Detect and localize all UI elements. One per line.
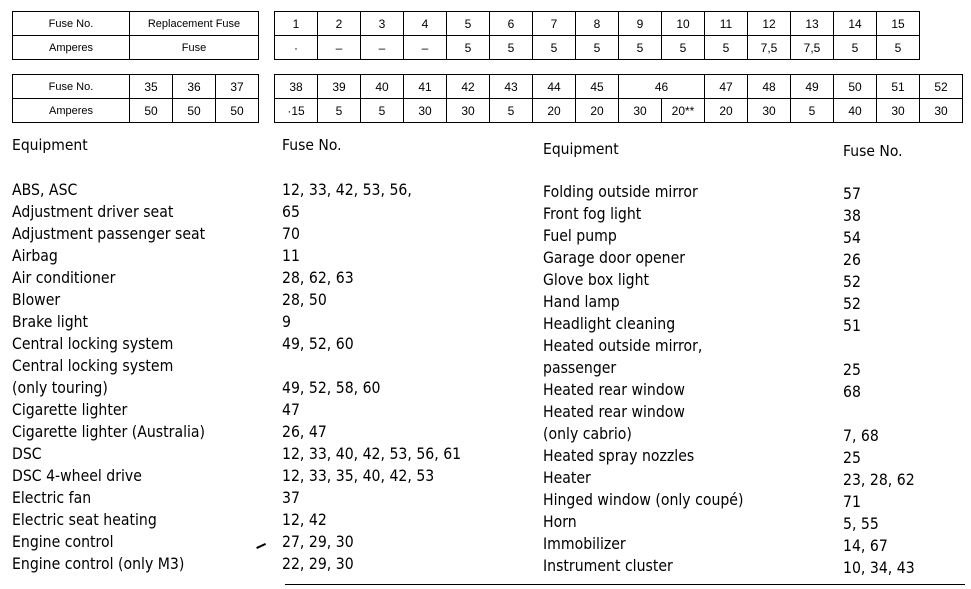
- amperes-cell: 7,5: [748, 36, 791, 60]
- list-item: Headlight cleaning: [543, 314, 676, 333]
- list-item: Heated rear window: [543, 380, 685, 399]
- list-item: Front fog light: [543, 204, 642, 223]
- fuse-number-cell: 40: [361, 75, 404, 99]
- list-item: Adjustment passenger seat: [12, 224, 206, 243]
- amperes-cell: 7,5: [791, 36, 834, 60]
- fuse-value: 26, 47: [282, 422, 327, 441]
- fuse-value: 38: [843, 206, 861, 225]
- fuse-value: [843, 337, 915, 359]
- right-fuse-column: [843, 183, 924, 579]
- fuse-table-top-values: [274, 11, 920, 60]
- fuse-value: 51: [843, 316, 861, 335]
- fuse-number-cell: 49: [791, 75, 834, 99]
- amperes-cell: 50: [173, 99, 216, 123]
- fuse-value: 52: [843, 272, 861, 291]
- fuse-value: 28, 50: [282, 290, 327, 309]
- list-item: DSC 4-wheel drive: [12, 466, 142, 485]
- fuse-number-cell: 42: [447, 75, 490, 99]
- fuse-value: 12, 33, 35, 40, 42, 53: [282, 466, 435, 485]
- fuse-number-cell: 15: [877, 12, 920, 36]
- amperes-cell: 50: [216, 99, 259, 123]
- amperes-cell: 5: [576, 36, 619, 60]
- fuse-number-cell: 36: [173, 75, 216, 99]
- list-item: Hand lamp: [543, 292, 620, 311]
- amperes-cell: 40: [834, 99, 877, 123]
- fuse-value: 37: [282, 488, 300, 507]
- amperes-cell: 5: [791, 99, 834, 123]
- fuse-value: 26: [843, 250, 861, 269]
- amperes-cell: 5: [490, 36, 533, 60]
- amperes-cell: ·15: [275, 99, 318, 123]
- fuse-number-row: [275, 75, 963, 99]
- left-equipment-header: Equipment: [12, 136, 88, 154]
- pen-mark: [256, 543, 266, 549]
- fuse-number-row: [275, 12, 920, 36]
- amperes-row: [13, 99, 259, 123]
- list-item: Garage door opener: [543, 248, 686, 267]
- fuse-value: 23, 28, 62: [843, 470, 915, 489]
- fuse-number-cell: 7: [533, 12, 576, 36]
- fuse-value: 9: [282, 312, 291, 331]
- fuse-number-cell: 35: [130, 75, 173, 99]
- fuse-number-cell: 43: [490, 75, 533, 99]
- amperes-cell: –: [404, 36, 447, 60]
- fuse-value: 68: [843, 382, 861, 401]
- amperes-cell: 5: [533, 36, 576, 60]
- fuse-number-cell: 3: [361, 12, 404, 36]
- right-equipment-column: [543, 181, 771, 577]
- amperes-cell: 20: [533, 99, 576, 123]
- amperes-cell: 5: [877, 36, 920, 60]
- fuse-value: 71: [843, 492, 861, 511]
- list-item: Central locking system: [12, 334, 174, 353]
- fuse-number-cell: 44: [533, 75, 576, 99]
- amperes-cell: 50: [130, 99, 173, 123]
- fuse-value: 12, 33, 42, 53, 56,: [282, 180, 412, 199]
- amperes-cell: 20: [705, 99, 748, 123]
- fuse-value: 25: [843, 360, 861, 379]
- fuse-number-row: [13, 75, 259, 99]
- list-item: Air conditioner: [12, 268, 116, 287]
- list-item: passenger: [543, 358, 617, 377]
- fuse-value: 14, 67: [843, 536, 888, 555]
- fuse-number-cell: 52: [920, 75, 963, 99]
- fuse-value: 49, 52, 60: [282, 334, 354, 353]
- fuse-number-cell: 8: [576, 12, 619, 36]
- fuse-value: 49, 52, 58, 60: [282, 378, 381, 397]
- amperes-cell: –: [318, 36, 361, 60]
- fuse-value: 54: [843, 228, 861, 247]
- list-item: Heater: [543, 468, 591, 487]
- amperes-cell: 5: [662, 36, 705, 60]
- right-equipment-header: Equipment: [543, 140, 619, 158]
- fuse-number-cell: 2: [318, 12, 361, 36]
- fuse-value: 28, 62, 63: [282, 268, 354, 287]
- fuse-number-cell: 11: [705, 12, 748, 36]
- fuse-number-cell: 9: [619, 12, 662, 36]
- replacement-fuse-label: Replacement Fuse: [130, 12, 259, 36]
- fuse-value: 70: [282, 224, 300, 243]
- fuse-value: 52: [843, 294, 861, 313]
- bottom-divider: [285, 584, 965, 585]
- amperes-cell: 5: [834, 36, 877, 60]
- list-item: Heated outside mirror,: [543, 336, 703, 355]
- fuse-number-cell: 48: [748, 75, 791, 99]
- list-item: Electric seat heating: [12, 510, 157, 529]
- amperes-cell: 5: [490, 99, 533, 123]
- fuse-value: 12, 42: [282, 510, 327, 529]
- fuse-value: 12, 33, 40, 42, 53, 56, 61: [282, 444, 462, 463]
- right-fuse-header: Fuse No.: [843, 142, 903, 160]
- fuse-value: 22, 29, 30: [282, 554, 354, 573]
- list-item: Cigarette lighter (Australia): [12, 422, 206, 441]
- fuse-value: 11: [282, 246, 300, 265]
- fuse-number-cell: 45: [576, 75, 619, 99]
- amperes-row: [275, 99, 963, 123]
- fuse-number-cell: 13: [791, 12, 834, 36]
- list-item: Adjustment driver seat: [12, 202, 174, 221]
- list-item: Fuel pump: [543, 226, 617, 245]
- amperes-cell: 5: [705, 36, 748, 60]
- amperes-cell: 30: [920, 99, 963, 123]
- list-item: Hinged window (only coupé): [543, 490, 744, 509]
- fuse-number-cell: 12: [748, 12, 791, 36]
- amperes-cell: 5: [619, 36, 662, 60]
- fuse-number-cell: 14: [834, 12, 877, 36]
- amperes-row: [275, 36, 920, 60]
- list-item: Engine control: [12, 532, 114, 551]
- fuse-value: 25: [843, 448, 861, 467]
- fuse-table-bottom-values: [274, 74, 963, 123]
- amperes-row: [13, 36, 259, 60]
- fuse-number-cell: 51: [877, 75, 920, 99]
- list-item: Cigarette lighter: [12, 400, 128, 419]
- fuse-number-cell: 50: [834, 75, 877, 99]
- list-item: (only cabrio): [543, 424, 632, 443]
- amperes-label: Amperes: [13, 36, 130, 60]
- fuse-number-cell: 4: [404, 12, 447, 36]
- fuse-number-cell: 38: [275, 75, 318, 99]
- fuse-value: 10, 34, 43: [843, 558, 915, 577]
- fuse-no-label: Fuse No.: [13, 75, 130, 99]
- fuse-label: Fuse: [130, 36, 259, 60]
- list-item: ABS, ASC: [12, 180, 78, 199]
- left-fuse-column: [282, 179, 486, 575]
- left-equipment-column: [12, 179, 231, 575]
- fuse-value: 57: [843, 184, 861, 203]
- amperes-cell: 30: [447, 99, 490, 123]
- amperes-cell: ·: [275, 36, 318, 60]
- fuse-value: 65: [282, 202, 300, 221]
- amperes-cell: –: [361, 36, 404, 60]
- amperes-cell: 5: [318, 99, 361, 123]
- amperes-cell: 20**: [662, 99, 705, 123]
- fuse-number-cell: 47: [705, 75, 748, 99]
- list-item: Brake light: [12, 312, 89, 331]
- list-item: Blower: [12, 290, 61, 309]
- list-item: Horn: [543, 512, 577, 531]
- amperes-cell: 30: [404, 99, 447, 123]
- fuse-value: 47: [282, 400, 300, 419]
- list-item: DSC: [12, 444, 42, 463]
- fuse-number-cell: 6: [490, 12, 533, 36]
- list-item: Central locking system: [12, 356, 174, 375]
- fuse-value: 5, 55: [843, 514, 879, 533]
- amperes-cell: 5: [447, 36, 490, 60]
- list-item: Heated rear window: [543, 402, 685, 421]
- amperes-cell: 30: [619, 99, 662, 123]
- fuse-no-label: Fuse No.: [13, 12, 130, 36]
- fuse-number-cell: 5: [447, 12, 490, 36]
- fuse-value: 27, 29, 30: [282, 532, 354, 551]
- list-item: Glove box light: [543, 270, 650, 289]
- fuse-number-cell: 41: [404, 75, 447, 99]
- left-fuse-header: Fuse No.: [282, 136, 342, 154]
- list-item: Airbag: [12, 246, 58, 265]
- fuse-value: 7, 68: [843, 426, 879, 445]
- fuse-number-cell: 1: [275, 12, 318, 36]
- list-item: (only touring): [12, 378, 108, 397]
- fuse-number-row: [13, 12, 259, 36]
- fuse-value: [843, 403, 915, 425]
- list-item: Heated spray nozzles: [543, 446, 695, 465]
- fuse-table-top-labels: [12, 11, 259, 60]
- amperes-cell: 20: [576, 99, 619, 123]
- list-item: Engine control (only M3): [12, 554, 185, 573]
- fuse-number-cell: 10: [662, 12, 705, 36]
- amperes-label: Amperes: [13, 99, 130, 123]
- amperes-cell: 30: [748, 99, 791, 123]
- amperes-cell: 5: [361, 99, 404, 123]
- list-item: Instrument cluster: [543, 556, 673, 575]
- fuse-value: [282, 355, 461, 377]
- fuse-number-cell: 37: [216, 75, 259, 99]
- list-item: Folding outside mirror: [543, 182, 698, 201]
- list-item: Electric fan: [12, 488, 92, 507]
- fuse-number-cell: 39: [318, 75, 361, 99]
- amperes-cell: 30: [877, 99, 920, 123]
- fuse-number-cell: 46: [619, 75, 705, 99]
- fuse-table-bottom-labels: [12, 74, 259, 123]
- list-item: Immobilizer: [543, 534, 626, 553]
